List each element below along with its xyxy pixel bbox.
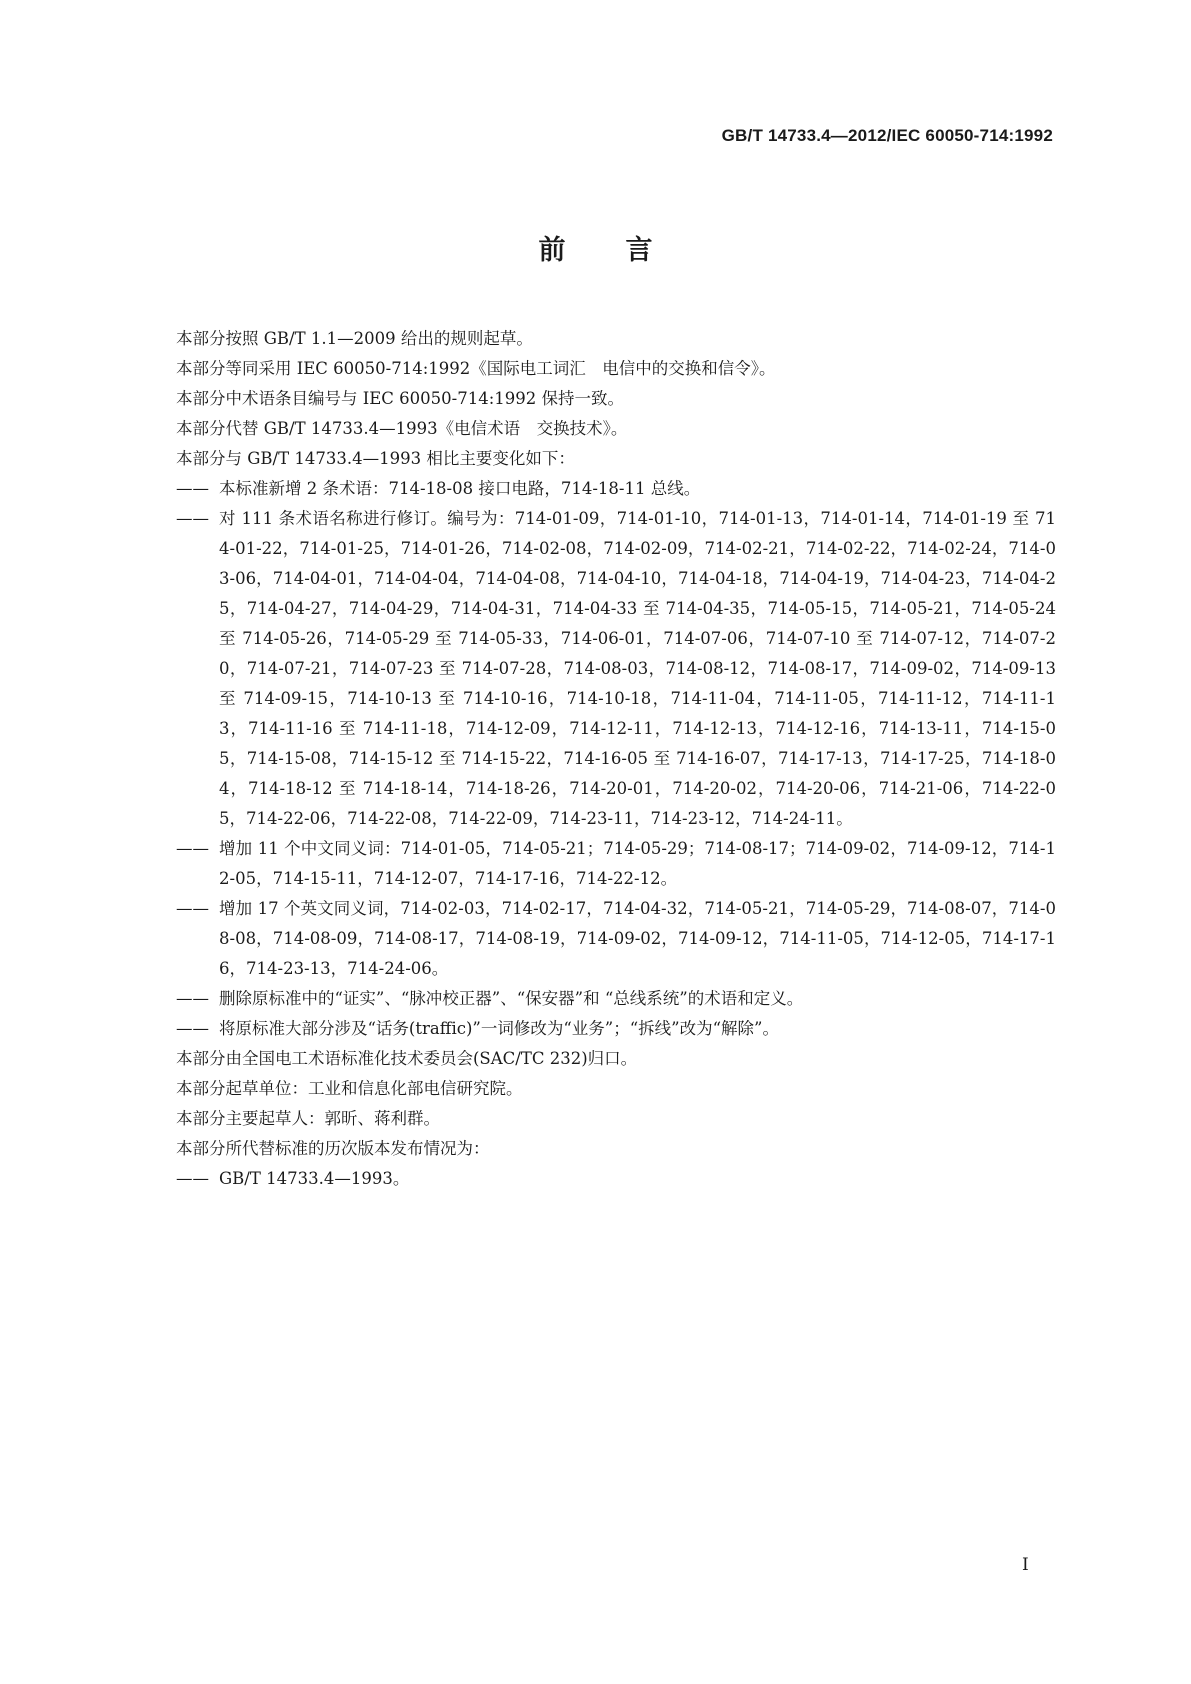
dash-marker: —— [176, 1169, 209, 1188]
paragraph-equivalent-adoption: 本部分等同采用 IEC 60050-714:1992《国际电工词汇 电信中的交换和信令》。 [176, 359, 776, 378]
change-item-text: 增加 11 个中文同义词：714-01-05，714-05-21；714-05-29；714-08-17；714-09-02，714-09-12，714-12-05，714-15-11，714-12-07，714-17-16，714-22-12。 [219, 839, 1056, 888]
change-item [176, 1014, 1056, 1044]
paragraph-previous-editions-intro: 本部分所代替标准的历次版本发布情况为： [176, 1139, 490, 1158]
paragraph-replaces: 本部分代替 GB/T 14733.4—1993《电信术语 交换技术》。 [176, 419, 628, 438]
change-item-text: 对 111 条术语名称进行修订。编号为：714-01-09，714-01-10，714-01-13，714-01-14，714-01-19 至 714-01-22，714-01-25，714-01-26，714-02-08，714-02-09，714-02-21，714-02-22，714-02-24，714-03-06，714-04-01，714-04-04，714-04-08，714-04-10，714-04-18，714-04-19，714-04-23，714-04-25，714-04-27，714-04-29，714-04-31，714-04-33 至 714-04-35，714-05-15，714-05-21，714-05-24 至 714-05-26，714-05-29 至 714-05-33，714-06-01，714-07-06，714-07-10 至 714-07-12，714-07-20，714-07-21，714-07-23 至 714-07-28，714-08-03，714-08-12，714-08-17，714-09-02，714-09-13 至 714-09-15，714-10-13 至 714-10-16，714-10-18，714-11-04，714-11-05，714-11-12，714-11-13，714-11-16 至 714-11-18，714-12-09，714-12-11，714-12-13，714-12-16，714-13-11，714-15-05，714-15-08，714-15-12 至 714-15-22，714-16-05 至 714-16-07，714-17-13，714-17-25，714-18-04，714-18-12 至 714-18-14，714-18-26，714-20-01，714-20-02，714-20-06，714-21-06，714-22-05，714-22-06，714-22-08，714-22-09，714-23-11，714-23-12，714-24-11。 [219, 509, 1056, 828]
previous-edition-item [176, 1164, 1056, 1194]
header-standard-code: GB/T 14733.4—2012/IEC 60050-714:1992 [721, 126, 1053, 145]
dash-marker: —— [176, 1019, 209, 1038]
page-number: I [1022, 1555, 1029, 1575]
paragraph-drafting-rules: 本部分按照 GB/T 1.1—2009 给出的规则起草。 [176, 329, 533, 348]
dash-marker: —— [176, 509, 209, 528]
previous-edition-text: GB/T 14733.4—1993。 [219, 1169, 410, 1188]
page-title: 前言 [538, 235, 713, 266]
change-item-text: 增加 17 个英文同义词，714-02-03，714-02-17，714-04-32，714-05-21，714-05-29，714-08-07，714-08-08，714-08-09，714-08-17，714-08-19，714-09-02，714-09-12，714-11-05，714-12-05，714-17-16，714-23-13，714-24-06。 [219, 899, 1056, 978]
paragraph-main-drafters: 本部分主要起草人：郭昕、蒋利群。 [176, 1109, 440, 1128]
change-item [176, 474, 1056, 504]
paragraph-main-changes-intro: 本部分与 GB/T 14733.4—1993 相比主要变化如下： [176, 449, 575, 468]
change-item [176, 834, 1056, 894]
dash-marker: —— [176, 479, 209, 498]
paragraph-responsible-committee: 本部分由全国电工术语标准化技术委员会(SAC/TC 232)归口。 [176, 1049, 638, 1068]
foreword-content [176, 324, 1056, 1194]
dash-marker: —— [176, 989, 209, 1008]
change-item [176, 894, 1056, 984]
change-item [176, 984, 1056, 1014]
change-item-text: 本标准新增 2 条术语：714-18-08 接口电路，714-18-11 总线。 [219, 479, 701, 498]
change-item [176, 504, 1056, 834]
paragraph-drafting-organization: 本部分起草单位：工业和信息化部电信研究院。 [176, 1079, 523, 1098]
change-item-text: 删除原标准中的“证实”、“脉冲校正器”、“保安器”和 “总线系统”的术语和定义。 [219, 989, 804, 1008]
paragraph-term-numbering: 本部分中术语条目编号与 IEC 60050-714:1992 保持一致。 [176, 389, 625, 408]
dash-marker: —— [176, 839, 209, 858]
change-item-text: 将原标准大部分涉及“话务(traffic)”一词修改为“业务”；“拆线”改为“解除”。 [219, 1019, 779, 1038]
dash-marker: —— [176, 899, 209, 918]
